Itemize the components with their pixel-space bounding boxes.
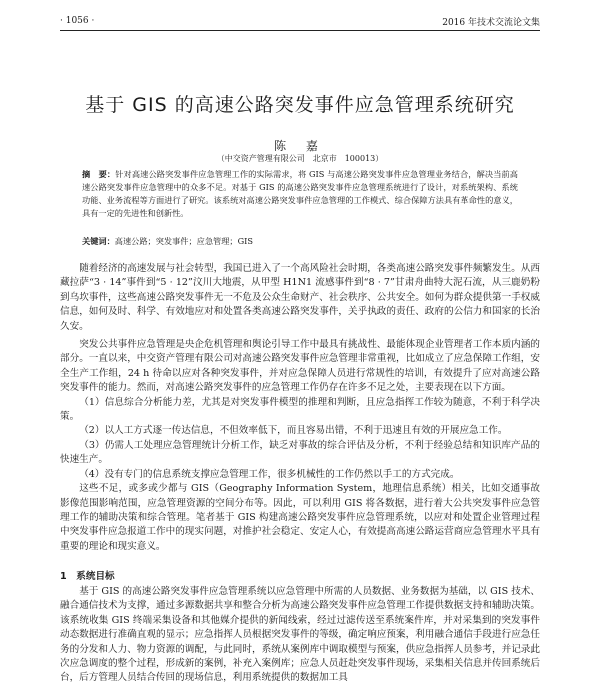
section-heading: 1 系统目标 [60,571,115,582]
section-paragraph: 基于 GIS 的高速公路突发事件应急管理系统以应急管理中所需的人员数据、业务数据为基础，以 GIS 技术、融合通信技术为支撑，通过多源数据共享和整合分析为高速公路突发事件应急管理工作提供数据支持和辅助决策。该系统收集 GIS 终端采集设备和其他媒介提供的新闻线索，经过过滤传送至系统案件库，并对采集到的突发事件动态数据进行准确直观的显示；应急指挥人员根据突发事件的等级，确定响应预案，利用融合通信手段进行应急任务的分发和人力、物力资源的调配，与此同时，系统从案例库中调取模型与预案，供应急指挥人员参考，并记录此次应急调度的整个过程，形成新的案例，补充入案例库；应急人员赶赴突发事件现场，采集相关信息并传回系统后台，后方管理人员结合传回的现场信息，利用系统提供的数据加工具 [60,586,540,684]
keywords [82,236,518,247]
body-text [60,262,540,554]
paper-title: 基于 GIS 的高速公路突发事件应急管理系统研究 [85,94,515,116]
body-paragraph: 突发公共事件应急管理是央企危机管理和舆论引导工作中最具有挑战性、最能体现企业管理者工作本质内涵的部分。一直以来，中交资产管理有限公司对高速公路突发事件应急管理非常重视，比如成立了应急保障工作组，安全生产工作组，24 h 待命以应对各种突发事件，并对应急保障人员进行常规性的培训，有效提升了应对高速公路突发事件的能力。然而，对高速公路突发事件的应急管理工作仍存在许多不足之处，主要表现在以下方面。 [60,339,540,394]
body-paragraph: 随着经济的高速发展与社会转型，我国已进入了一个高风险社会时期，各类高速公路突发事件频繁发生。从西藏拉萨“3 · 14”事件到“5 · 12”汶川大地震，从甲型 H1N1 流感事件到“8 · 7”甘肃舟曲特大泥石流，从三鹿奶粉到乌坎事件，这些高速公路突发事件无一不危及公众生命财产、社会秩序、公共安全。如何为群众提供第一手权威信息，如何及时、科学、有效地应对和处置各类高速公路突发事件，关乎执政的责任、政府的公信力和国家的长治久安。 [60,263,540,332]
abstract-label: 摘 要： [82,169,116,179]
body-paragraph: 这些不足，或多或少都与 GIS（Geography Information System，地理信息系统）相关，比如交通事故影像范围影响范围，应急管理资源的空间分布等。因此，可以利用 GIS 将各数据，进行着大公共突发事件应急管理工作的辅助决策和综合管理。笔者基于 GIS 构建高速公路突发事件应急管理系统，以应对和处置企业管理过程中突发事件应急报道工作中的现实问题，对推护社会稳定、安定人心，有效提高高速公路运营商应急管理水平具有重要的理论和现实意义。 [60,483,540,552]
running-header [60,14,540,28]
body-list-item: （4）没有专门的信息系统支撑应急管理工作，很多机械性的工作仍然以手工的方式完成。 [79,468,460,480]
abstract [82,168,518,220]
author-affiliation: （中交资产管理有限公司 北京市 100013） [216,154,384,163]
body-list-item: （3）仍需人工处理应急管理统计分析工作，缺乏对事故的综合评估及分析，不利于经验总结和知识库产品的快速生产。 [60,439,540,466]
keywords-text: 高速公路；突发事件；应急管理；GIS [114,236,253,246]
author-name: 陈 嘉 [274,139,326,153]
proceedings-title: 2016 年技术交流论文集 [442,17,540,28]
page-number: · 1056 · [60,16,95,26]
abstract-text: 针对高速公路突发事件应急管理工作的实际需求，将 GIS 与高速公路突发事件应急管理业务结合，解决当前高速公路突发事件应急管理中的众多不足。对基于 GIS 的高速公路突发事件应急管理系统进行了设计，对系统架构、系统功能、业务流程等方面进行了研究。该系统对高速公路突发事件应急管理的工作模式、综合保障方法具有革命性的意义，具有一定的先进性和创新性。 [82,169,518,218]
body-list-item: （1）信息综合分析能力差，尤其是对突发事件模型的推理和判断，且应急指挥工作较为随意，不利于科学决策。 [60,396,540,423]
section-text [60,585,540,686]
keywords-label: 关键词： [82,236,115,246]
body-list-item: （2）以人工方式逐一传达信息，不但效率低下，而且容易出错，不利于迅速且有效的开展应急工作。 [79,425,508,437]
header-rule [60,30,540,31]
